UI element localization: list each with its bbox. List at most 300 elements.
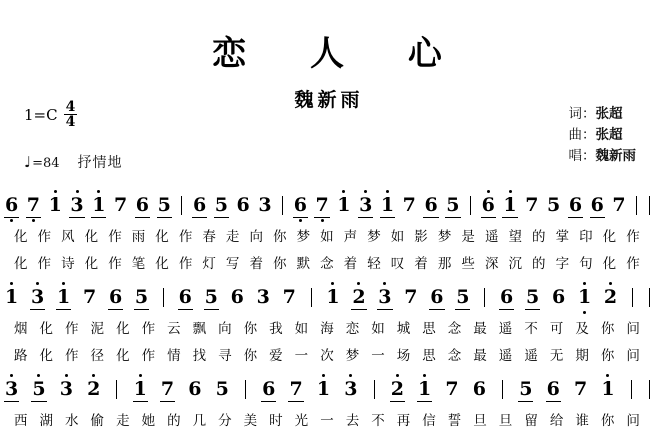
note-number: 5 [547,194,561,216]
note [69,196,84,218]
lyric-character: 你 [600,321,615,337]
note-number: 1 [56,286,71,308]
lyric-character: 找 [192,348,207,364]
lyric-character: 梦 [437,229,452,245]
note-number: 2 [603,286,618,308]
note [551,288,566,307]
note [157,196,172,218]
notation-row-2 [0,288,654,310]
lyric-character: 给 [549,413,564,429]
lyric-character: 作 [141,348,156,364]
lyric-character: 你 [273,229,287,245]
note [257,196,272,215]
note-number: 5 [157,194,171,216]
lyric-character: 化 [155,229,169,245]
note [82,288,97,307]
note-number: 5 [134,286,149,308]
lyric-character: 我 [269,321,283,337]
lyric-character: 作 [108,256,122,272]
lyric-character: 沉 [508,256,522,272]
note-number: 7 [525,194,539,216]
lyric-character: 句 [579,256,593,272]
lyric-character: 掌 [555,229,570,245]
lyric-character: 化 [602,256,617,272]
note [611,196,626,215]
note [215,380,230,399]
final-barline [649,288,650,307]
note [444,380,459,399]
note-number: 3 [359,194,373,216]
lyric-character: 情 [167,348,181,364]
note [502,196,517,218]
note [26,196,41,218]
note [568,196,583,218]
lyric-character: 西 [14,413,28,429]
lyric-character: 作 [626,229,640,245]
lyric-character: 着 [249,256,263,272]
credit-singer-label: 唱： [568,147,596,164]
lyric-character: 思 [422,321,436,337]
note [380,196,395,218]
note-number: 6 [192,194,207,216]
lyric-character: 的 [532,229,546,245]
credit-lyricist-label: 词： [568,106,596,122]
lyric-character: 问 [626,413,640,429]
lyric-character: 旦 [498,413,513,429]
note [91,196,106,218]
expression-marking: 抒情地 [77,155,123,171]
note [187,380,202,399]
lyric-character: 是 [461,229,475,245]
note-number: 5 [456,286,470,308]
note-number: 7 [315,194,329,216]
lyric-character: 化 [14,256,28,272]
lyric-character: 化 [155,256,169,272]
note-number: 1 [503,194,517,216]
note-number: 5 [215,378,229,400]
lyric-character: 你 [273,256,287,272]
note-number: 7 [82,286,97,308]
lyric-character: 着 [343,256,358,272]
note [377,288,392,310]
note-number: 1 [48,194,62,216]
credits-block [569,104,637,167]
lyric-character: 你 [243,321,258,337]
lyric-character: 无 [549,348,564,364]
notation-row-3 [0,380,654,402]
lyric-character: 期 [575,348,589,364]
note [86,380,101,399]
note [525,288,540,310]
barline [470,196,471,215]
note [59,380,74,399]
lyric-character: 着 [414,256,428,272]
lyric-character: 去 [345,413,360,429]
lyrics-row-3a [0,409,654,429]
lyric-character: 默 [296,256,311,272]
note [108,288,123,310]
lyric-character: 作 [626,256,640,272]
credit-lyricist-name: 张超 [595,106,623,122]
note [343,380,358,399]
lyric-character: 信 [422,413,436,429]
lyric-character: 作 [178,256,193,272]
barline [311,288,312,307]
lyric-character: 声 [343,229,358,245]
lyric-character: 叹 [390,256,405,272]
note-number: 1 [316,378,331,400]
note [48,196,63,215]
note [135,196,150,218]
note [590,196,605,218]
lyric-character: 化 [84,229,99,245]
lyric-character: 云 [167,321,181,337]
lyric-character: 遥 [498,321,513,337]
barline [632,288,633,307]
lyric-character: 向 [249,229,263,245]
note [524,196,539,215]
note-number: 7 [160,378,175,400]
note-number: 3 [59,378,73,400]
lyric-character: 烟 [14,321,28,337]
credit-composer [569,125,637,146]
note-number: 1 [418,378,432,400]
credit-singer [569,146,637,167]
note-number: 6 [262,378,276,400]
lyric-character: 的 [532,256,546,272]
lyric-character: 海 [320,321,334,337]
note [133,380,148,402]
barline [502,380,503,399]
note-number: 7 [404,286,418,308]
note-number: 5 [446,194,460,216]
note [417,380,432,402]
lyric-character: 湖 [39,413,54,429]
lyrics-row-1b [0,252,654,272]
barline [163,288,164,307]
note [445,196,460,218]
lyric-character: 恋 [345,321,360,337]
tempo-value: =84 [32,156,60,171]
lyric-character: 风 [61,229,75,245]
note [4,196,19,218]
note [573,380,588,399]
note [192,196,207,218]
lyric-character: 作 [141,321,156,337]
note-number: 1 [380,194,395,216]
note [160,380,175,402]
note-number: 5 [214,194,228,216]
lyric-character: 飘 [192,321,207,337]
lyric-character: 化 [39,321,54,337]
lyric-character: 不 [371,413,385,429]
note [481,196,496,218]
key-signature-label: 1=C [24,105,58,124]
note [390,380,405,402]
lyric-character: 几 [192,413,207,429]
lyric-character: 时 [269,413,283,429]
music-system-2 [0,288,654,364]
note-number: 1 [5,286,19,308]
barline [116,380,117,399]
quarter-note-icon: ♩ [24,153,32,171]
lyric-character: 不 [524,321,538,337]
credit-composer-label: 曲： [568,126,596,143]
note-number: 1 [601,378,615,400]
barline [245,380,246,399]
note-number: 1 [337,194,351,216]
note-number: 1 [92,194,106,216]
barline [631,380,632,399]
note-number: 6 [551,286,566,308]
lyric-character: 城 [396,321,411,337]
barline [282,196,283,215]
lyric-character: 及 [575,321,589,337]
lyric-character: 写 [225,256,240,272]
note-number: 6 [499,286,514,308]
lyric-character: 灯 [202,256,216,272]
lyric-character: 化 [84,256,99,272]
lyric-character: 如 [371,321,385,337]
note-number: 2 [87,378,101,400]
lyric-character: 作 [65,348,79,364]
lyric-character: 你 [600,348,615,364]
page-title: 恋 人 心 [212,34,468,74]
note [325,288,340,307]
lyric-character: 她 [141,413,156,429]
note-number: 5 [519,378,533,400]
note-number: 6 [293,194,307,216]
lyric-character: 向 [218,321,232,337]
barline [181,196,182,215]
lyric-character: 如 [294,321,309,337]
lyric-character: 爱 [269,348,283,364]
lyric-character: 作 [37,256,52,272]
note [178,288,193,310]
lyric-character: 遥 [524,348,538,364]
note-number: 1 [577,286,592,308]
time-signature-denominator: 4 [65,114,76,131]
note [402,196,417,215]
note [4,380,19,402]
note-number: 3 [70,194,84,216]
lyric-character: 笔 [131,256,146,272]
lyric-character: 问 [626,321,640,337]
lyric-character: 一 [294,348,309,364]
note [600,380,615,399]
note [230,288,245,307]
lyric-character: 遥 [498,348,513,364]
note [282,288,297,307]
lyric-character: 水 [65,413,79,429]
note [455,288,470,310]
lyric-character: 泥 [90,321,105,337]
note [113,196,128,215]
lyric-character: 如 [390,229,405,245]
lyric-character: 再 [396,413,411,429]
note-number: 2 [390,378,404,400]
time-signature [64,100,78,130]
credit-singer-name: 魏新雨 [595,147,636,164]
note-number: 3 [5,378,19,400]
note-number: 7 [289,378,303,400]
lyric-character: 寻 [218,348,232,364]
note [30,288,45,310]
lyrics-row-2b [0,344,654,364]
final-barline [649,380,650,399]
note [518,380,533,402]
note [472,380,487,399]
barline [484,288,485,307]
note [214,196,229,218]
lyric-character: 梦 [345,348,360,364]
credit-composer-name: 张超 [595,126,623,143]
credit-lyricist [569,104,637,125]
note-number: 3 [30,286,45,308]
note-number: 6 [188,378,202,400]
note [499,288,514,310]
lyric-character: 化 [39,348,54,364]
time-signature-numerator: 4 [65,99,76,115]
notation-row-1 [0,196,654,218]
lyric-character: 作 [65,321,79,337]
lyric-character: 走 [225,229,240,245]
note [31,380,46,402]
note [546,380,561,402]
lyric-character: 印 [579,229,593,245]
note-number: 7 [282,286,296,308]
lyric-character: 作 [108,229,122,245]
note-number: 6 [178,286,192,308]
lyric-character: 可 [549,321,564,337]
note [204,288,219,310]
note [429,288,444,310]
lyric-character: 路 [14,348,28,364]
note-number: 3 [258,194,272,216]
note [4,288,19,307]
lyrics-row-2a [0,317,654,337]
note-number: 6 [568,194,583,216]
note-number: 7 [445,378,459,400]
lyric-character: 旦 [473,413,487,429]
note-number: 2 [352,286,366,308]
lyric-character: 谁 [575,413,589,429]
lyric-character: 梦 [367,229,381,245]
lyric-character: 梦 [296,229,311,245]
barline [374,380,375,399]
lyric-character: 化 [14,229,28,245]
note-number: 6 [546,378,560,400]
note [256,288,271,307]
lyric-character: 化 [116,348,130,364]
note-number: 7 [402,194,416,216]
note-number: 3 [378,286,392,308]
note-number: 5 [525,286,540,308]
note-number: 6 [430,286,444,308]
lyric-character: 字 [555,256,570,272]
lyric-character: 化 [602,229,617,245]
note-number: 6 [5,194,19,216]
lyric-character: 遥 [484,229,499,245]
lyric-character: 你 [600,413,615,429]
lyric-character: 作 [37,229,52,245]
note [403,288,418,307]
lyric-character: 走 [116,413,130,429]
note-number: 6 [472,378,486,400]
lyric-character: 径 [90,348,105,364]
note-number: 6 [590,194,604,216]
lyric-character: 念 [447,321,462,337]
lyric-character: 轻 [367,256,381,272]
note-number: 1 [326,286,340,308]
lyric-character: 留 [524,413,538,429]
lyric-character: 偷 [90,413,105,429]
note-number: 6 [424,194,438,216]
tempo-marking [24,152,123,172]
lyric-character: 你 [243,348,258,364]
lyric-character: 最 [473,348,487,364]
lyric-character: 念 [447,348,462,364]
lyrics-row-1a [0,225,654,245]
note [293,196,308,218]
lyric-character: 思 [422,348,436,364]
lyric-character: 如 [320,229,334,245]
lyric-character: 美 [243,413,258,429]
note [358,196,373,218]
note [288,380,303,402]
note-number: 7 [573,378,588,400]
key-and-time-signature [24,100,77,130]
lyric-character: 光 [294,413,309,429]
note [316,380,331,399]
note-number: 6 [108,286,123,308]
music-system-3 [0,380,654,429]
lyric-character: 次 [320,348,334,364]
lyric-character: 影 [414,229,428,245]
note-number: 3 [344,378,358,400]
lyric-character: 念 [320,256,334,272]
lyric-character: 誓 [447,413,462,429]
performer-name: 魏新雨 [294,89,364,111]
note-number: 7 [26,194,41,216]
lyric-character: 问 [626,348,640,364]
lyric-character: 深 [484,256,499,272]
note-number: 7 [113,194,128,216]
note [423,196,438,218]
lyric-character: 最 [473,321,487,337]
note [577,288,592,307]
note-number: 6 [481,194,495,216]
note [336,196,351,215]
note [56,288,71,310]
lyric-character: 分 [218,413,232,429]
note [351,288,366,310]
lyric-character: 春 [202,229,216,245]
lyric-character: 的 [167,413,181,429]
lyric-character: 化 [116,321,130,337]
lyric-character: 些 [461,256,475,272]
final-barline [649,196,650,215]
note [134,288,149,310]
note-number: 3 [256,286,270,308]
lyric-character: 场 [396,348,411,364]
note [236,196,251,215]
lyric-character: 一 [320,413,334,429]
lyric-character: 一 [371,348,385,364]
note [314,196,329,218]
barline [636,196,637,215]
lyric-character: 望 [508,229,522,245]
